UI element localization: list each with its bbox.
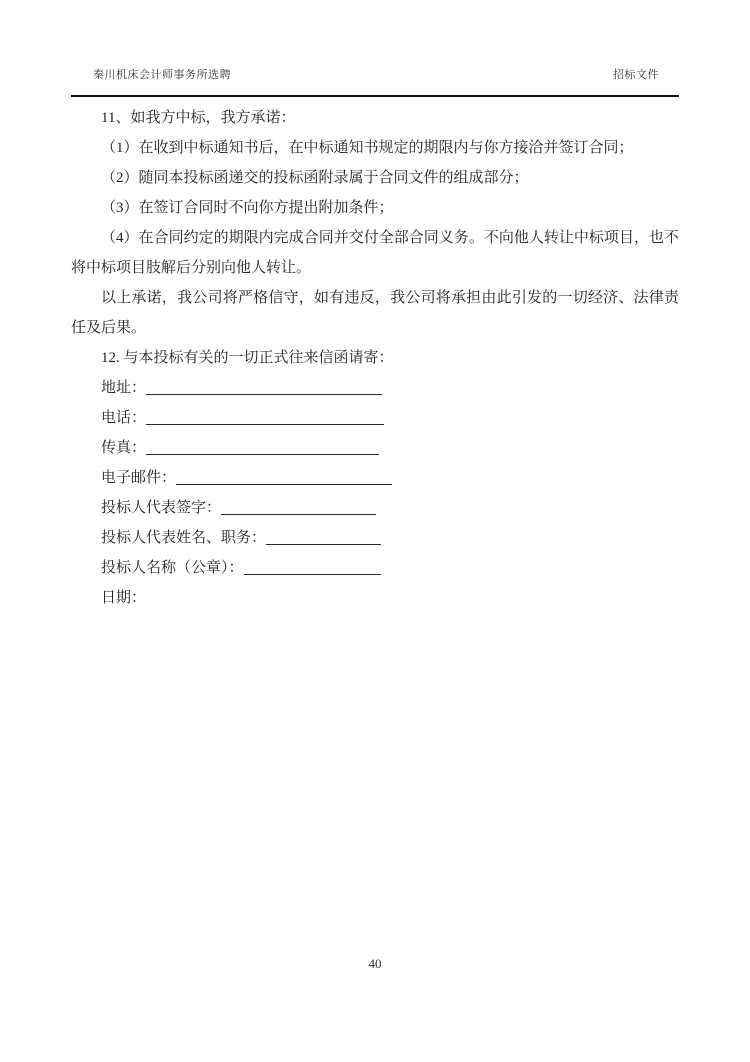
field-email bbox=[71, 463, 679, 493]
item12-heading: 12. 与本投标有关的一切正式往来信函请寄： bbox=[101, 350, 394, 366]
field-fax-label: 传真： bbox=[101, 440, 147, 456]
header-left-title: 秦川机床会计师事务所选聘 bbox=[93, 69, 231, 81]
field-rep-name-title-label: 投标人代表姓名、职务： bbox=[101, 530, 267, 546]
field-email-blank bbox=[176, 484, 392, 485]
field-phone-blank bbox=[146, 424, 384, 425]
field-phone-label: 电话： bbox=[101, 410, 147, 426]
field-phone bbox=[71, 403, 679, 433]
field-bidder-name-seal-blank bbox=[244, 574, 381, 575]
field-rep-name-title-blank bbox=[266, 544, 381, 545]
item11-clause-2: （2）随同本投标函递交的投标函附录属于合同文件的组成部分； bbox=[101, 170, 529, 186]
field-rep-signature bbox=[71, 493, 679, 523]
page-header bbox=[71, 67, 679, 97]
field-bidder-name-seal bbox=[71, 553, 679, 583]
field-rep-signature-label: 投标人代表签字： bbox=[101, 500, 222, 516]
field-address bbox=[71, 373, 679, 403]
document-body bbox=[71, 97, 679, 613]
page-number: 40 bbox=[368, 956, 382, 971]
page-footer bbox=[0, 955, 750, 973]
header-right-title: 招标文件 bbox=[613, 69, 659, 81]
field-email-label: 电子邮件： bbox=[101, 470, 177, 486]
field-address-blank bbox=[146, 394, 382, 395]
item11-clause-1: （1）在收到中标通知书后，在中标通知书规定的期限内与你方接洽并签订合同； bbox=[101, 140, 634, 156]
field-fax bbox=[71, 433, 679, 463]
field-address-label: 地址： bbox=[101, 380, 147, 396]
field-date-label: 日期： bbox=[101, 590, 147, 606]
field-rep-name-title bbox=[71, 523, 679, 553]
field-rep-signature-blank bbox=[221, 514, 376, 515]
item11-heading: 11、如我方中标，我方承诺： bbox=[101, 110, 296, 126]
field-date bbox=[71, 583, 679, 613]
item11-closing: 以上承诺，我公司将严格信守，如有违反，我公司将承担由此引发的一切经济、法律责任及后果。 bbox=[71, 290, 679, 336]
page-header-row bbox=[71, 67, 679, 83]
item11-clause-4: （4）在合同约定的期限内完成合同并交付全部合同义务。不向他人转让中标项目，也不将中标项目肢解后分别向他人转让。 bbox=[71, 230, 679, 276]
item11-clause-3: （3）在签订合同时不向你方提出附加条件； bbox=[101, 200, 394, 216]
field-bidder-name-seal-label: 投标人名称（公章）： bbox=[101, 560, 244, 576]
field-fax-blank bbox=[146, 454, 379, 455]
